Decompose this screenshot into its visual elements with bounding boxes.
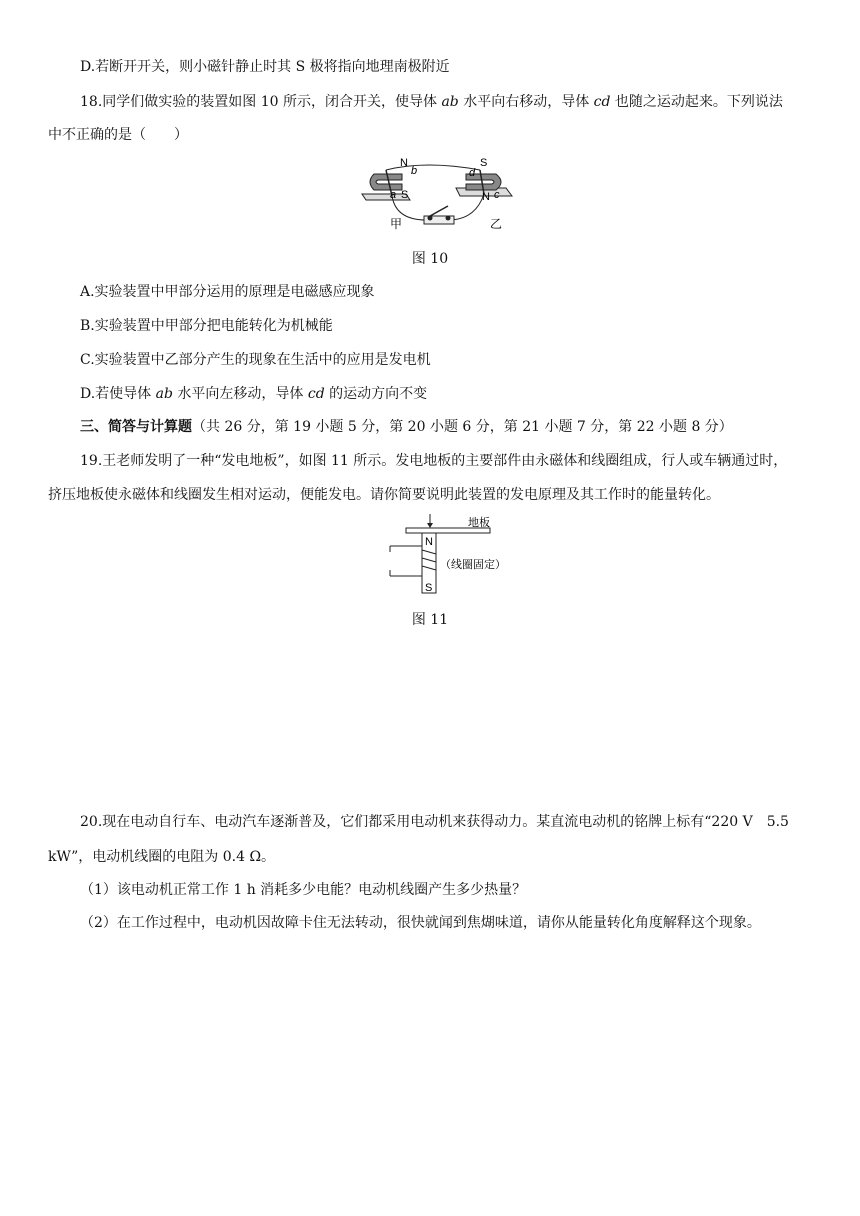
fig10-label-n-right: N bbox=[482, 191, 490, 203]
q18-option-d-mid: 水平向左移动，导体 bbox=[172, 386, 308, 402]
q18-stem-line2: 中不正确的是（ ） bbox=[48, 127, 188, 143]
q18-option-d-post: 的运动方向不变 bbox=[324, 386, 428, 402]
fig10-label-n-left: N bbox=[400, 157, 408, 169]
q20-line1: 20.现在电动自行车、电动汽车逐渐普及，它们都采用电动机来获得动力。某直流电动机的铭牌上标有“220 V 5.5 bbox=[80, 814, 789, 830]
figure-10 bbox=[356, 154, 522, 234]
q18-stem-mid: 水平向右移动，导体 bbox=[458, 94, 594, 110]
q18-option-d bbox=[80, 384, 427, 404]
figure-11-caption: 图 11 bbox=[411, 612, 449, 628]
q18-stem-pre: 18.同学们做实验的装置如图 10 所示，闭合开关，使导体 bbox=[80, 94, 442, 110]
q18-stem-cd: cd bbox=[593, 94, 611, 110]
section-3-heading bbox=[80, 417, 733, 437]
q18-stem-ab: ab bbox=[441, 94, 459, 110]
figure-11 bbox=[384, 512, 520, 596]
q18-option-b: B.实验装置中甲部分把电能转化为机械能 bbox=[80, 318, 333, 334]
fig11-label-floor: 地板 bbox=[468, 517, 490, 529]
fig11-label-coil: （线圈固定） bbox=[440, 559, 506, 571]
fig10-label-s-left: S bbox=[401, 189, 409, 201]
q17-option-d: D.若断开开关，则小磁针静止时其 S 极将指向地理南极附近 bbox=[80, 59, 450, 75]
fig11-label-s: S bbox=[425, 582, 433, 594]
q18-option-d-pre: D.若使导体 bbox=[80, 386, 156, 402]
q19-line1: 19.王老师发明了一种“发电地板”，如图 11 所示。发电地板的主要部件由永磁体和线圈组成，行人或车辆通过时， bbox=[80, 453, 788, 469]
fig10-label-jia: 甲 bbox=[390, 217, 403, 231]
q18-option-a: A.实验装置中甲部分运用的原理是电磁感应现象 bbox=[80, 284, 375, 300]
q18-option-c: C.实验装置中乙部分产生的现象在生活中的应用是发电机 bbox=[80, 352, 431, 368]
section-3-title: 三、简答与计算题 bbox=[80, 419, 192, 435]
fig10-label-s-right: S bbox=[480, 157, 488, 169]
fig10-label-yi: 乙 bbox=[490, 217, 503, 231]
fig10-label-d: d bbox=[469, 167, 476, 179]
fig11-label-n: N bbox=[425, 536, 433, 548]
q18-stem-post: 也随之运动起来。下列说法 bbox=[610, 94, 783, 110]
figure-10-caption: 图 10 bbox=[411, 251, 449, 267]
fig10-label-b: b bbox=[411, 165, 418, 177]
q19-line2: 挤压地板使永磁体和线圈发生相对运动，便能发电。请你简要说明此装置的发电原理及其工作时的能量转化。 bbox=[48, 487, 720, 503]
fig10-label-a: a bbox=[390, 189, 397, 201]
q18-option-d-cd: cd bbox=[307, 386, 325, 402]
q20-sub2: （2）在工作过程中，电动机因故障卡住无法转动，很快就闻到焦煳味道，请你从能量转化角度解释这个现象。 bbox=[80, 915, 761, 931]
q20-line2: kW”，电动机线圈的电阻为 0.4 Ω。 bbox=[48, 849, 276, 865]
fig10-label-c: c bbox=[494, 189, 500, 201]
section-3-note: （共 26 分，第 19 小题 5 分，第 20 小题 6 分，第 21 小题 7 分，第 22 小题 8 分） bbox=[192, 419, 733, 435]
q18-option-d-ab: ab bbox=[155, 386, 173, 402]
q18-stem-line1 bbox=[80, 92, 783, 112]
q20-sub1: （1）该电动机正常工作 1 h 消耗多少电能？电动机线圈产生多少热量？ bbox=[80, 882, 527, 898]
